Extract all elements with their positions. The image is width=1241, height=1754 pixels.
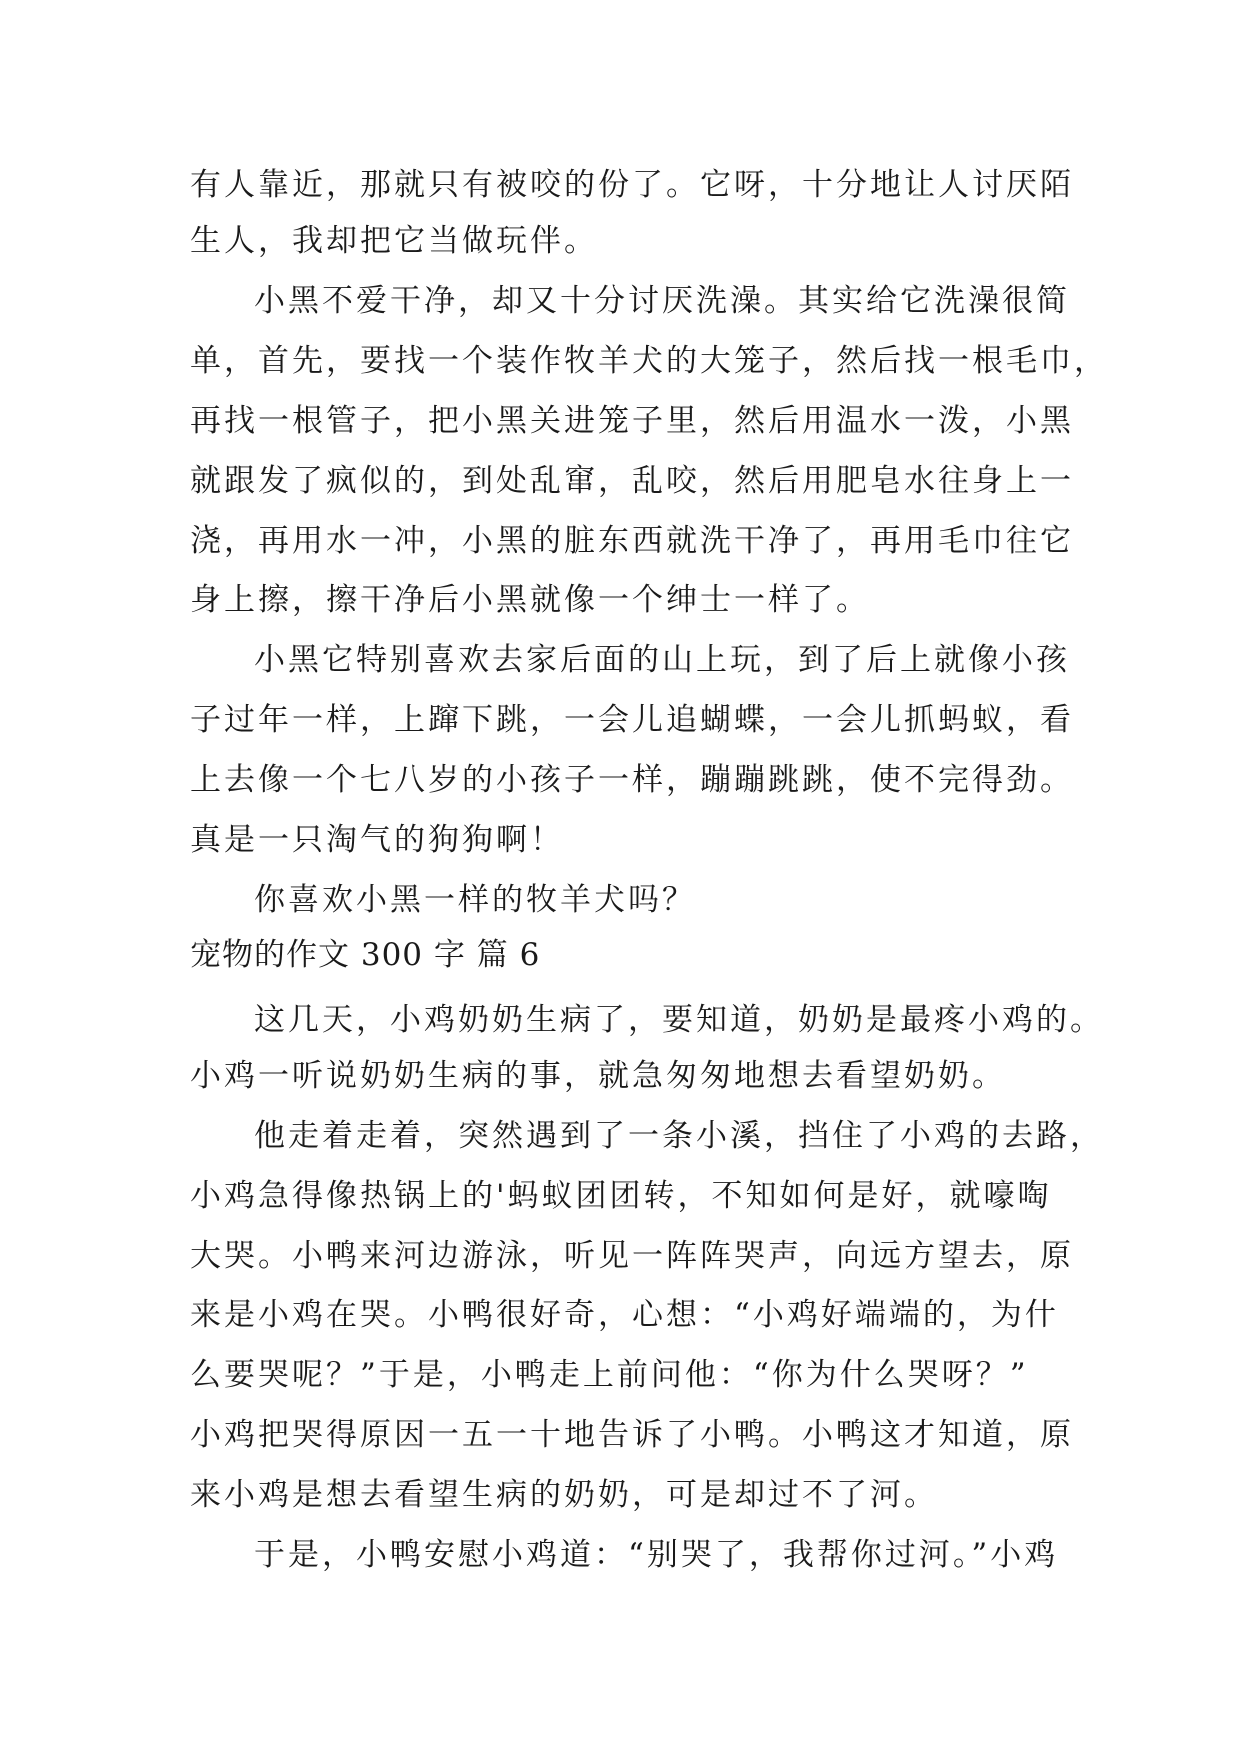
text-line: 身上擦，擦干净后小黑就像一个绅士一样了。 — [190, 582, 870, 618]
text-line: 子过年一样，上蹿下跳，一会儿追蝴蝶，一会儿抓蚂蚁，看 — [190, 702, 1074, 738]
text-line: 再找一根管子，把小黑关进笼子里，然后用温水一泼，小黑 — [190, 403, 1074, 439]
paragraph-start-line: 于是，小鸭安慰小鸡道：“别哭了，我帮你过河。”小鸡 — [254, 1537, 1059, 1573]
text-line: 小鸡一听说奶奶生病的事，就急匆匆地想去看望奶奶。 — [190, 1058, 1006, 1094]
text-line: 么要哭呢？”于是，小鸭走上前问他：“你为什么哭呀？” — [190, 1357, 1029, 1393]
text-line: 就跟发了疯似的，到处乱窜，乱咬，然后用肥皂水往身上一 — [190, 463, 1074, 499]
text-line: 有人靠近，那就只有被咬的份了。它呀，十分地让人讨厌陌 — [190, 167, 1074, 203]
text-line: 真是一只淘气的狗狗啊！ — [190, 822, 564, 858]
text-line: 小鸡把哭得原因一五一十地告诉了小鸭。小鸭这才知道，原 — [190, 1417, 1074, 1453]
text-line: 浇，再用水一冲，小黑的脏东西就洗干净了，再用毛巾往它 — [190, 523, 1074, 559]
text-line: 上去像一个七八岁的小孩子一样，蹦蹦跳跳，使不完得劲。 — [190, 762, 1074, 798]
paragraph-start-line: 这几天，小鸡奶奶生病了，要知道，奶奶是最疼小鸡的。 — [254, 1002, 1104, 1038]
text-line: 大哭。小鸭来河边游泳，听见一阵阵哭声，向远方望去，原 — [190, 1238, 1074, 1274]
section-title: 宠物的作文 300 字 篇 6 — [190, 937, 541, 973]
paragraph-start-line: 他走着走着，突然遇到了一条小溪，挡住了小鸡的去路， — [254, 1118, 1104, 1154]
paragraph-start-line: 小黑它特别喜欢去家后面的山上玩，到了后上就像小孩 — [254, 642, 1070, 678]
text-line: 来是小鸡在哭。小鸭很好奇，心想：“小鸡好端端的，为什 — [190, 1297, 1059, 1333]
paragraph-start-line: 小黑不爱干净，却又十分讨厌洗澡。其实给它洗澡很简 — [254, 283, 1070, 319]
text-line: 来小鸡是想去看望生病的奶奶，可是却过不了河。 — [190, 1477, 938, 1513]
text-line: 生人，我却把它当做玩伴。 — [190, 223, 598, 259]
text-line: 单，首先，要找一个装作牧羊犬的大笼子，然后找一根毛巾， — [190, 343, 1108, 379]
paragraph-start-line: 你喜欢小黑一样的牧羊犬吗？ — [254, 882, 696, 918]
text-line: 小鸡急得像热锅上的'蚂蚁团团转，不知如何是好，就嚎啕 — [190, 1178, 1052, 1214]
